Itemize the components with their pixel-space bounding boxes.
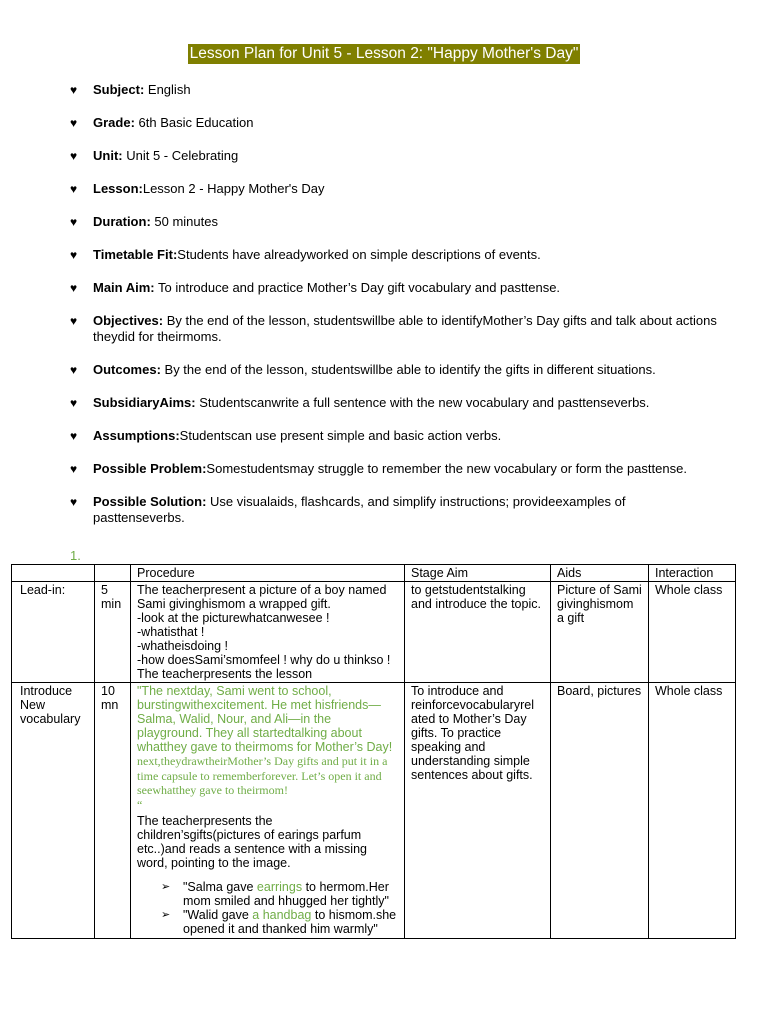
info-label: Objectives:	[93, 313, 164, 328]
info-value: English	[144, 82, 191, 97]
procedure-line: The teacherpresent a picture of a boy named Sami givinghismom a wrapped gift.	[137, 583, 387, 611]
info-item-duration	[70, 214, 720, 230]
heart-icon: ♥	[70, 396, 78, 410]
cell-procedure	[131, 582, 405, 683]
procedure-line: -whatisthat !	[137, 625, 205, 639]
info-value: By the end of the lesson, studentswillbe able to identify the gifts in different situations.	[160, 362, 656, 377]
info-label: SubsidiaryAims:	[93, 395, 196, 410]
example-pre: "Walid gave	[183, 908, 253, 922]
info-value: Lesson 2 - Happy Mother's Day	[142, 181, 325, 196]
heart-icon: ♥	[70, 462, 78, 476]
info-item-subject	[70, 82, 720, 98]
info-label: Possible Solution:	[93, 494, 207, 509]
cell-stage: Introduce New vocabulary	[12, 683, 95, 939]
info-item-grade	[70, 115, 720, 131]
info-value: Students have alreadyworked on simple descriptions of events.	[177, 247, 541, 262]
heart-icon: ♥	[70, 429, 78, 443]
info-item-main-aim	[70, 280, 720, 296]
present-text: The teacherpresents the children’sgifts(pictures of earings parfum etc..)and reads a sentence with a missing word, pointing to the image.	[137, 814, 367, 870]
cell-aids: Board, pictures	[551, 683, 649, 939]
header-procedure: Procedure	[131, 565, 405, 582]
cell-interaction: Whole class	[649, 582, 736, 683]
info-label: Outcomes:	[93, 362, 161, 377]
heart-icon: ♥	[70, 149, 78, 163]
procedure-line: -whatheisdoing !	[137, 639, 229, 653]
info-label: Lesson:	[93, 181, 143, 196]
cell-stage-aim: to getstudentstalking and introduce the topic.	[405, 582, 551, 683]
example-post: to hermom.Her mom smiled and hhugged her tightly"	[183, 880, 389, 908]
info-value: Studentscanwrite a full sentence with the new vocabulary and pasttenseverbs.	[195, 395, 650, 410]
header-stage-aim: Stage Aim	[405, 565, 551, 582]
cell-stage-aim: To introduce and reinforcevocabularyrel ated to Mother’s Day gifts. To practice speaking and understanding simple sentences about gifts.	[405, 683, 551, 939]
cell-time: 10 mn	[95, 683, 131, 939]
info-value: Somestudentsmay struggle to remember the new vocabulary or form the pasttense.	[206, 461, 687, 476]
arrow-bullet-icon: ➢	[161, 881, 171, 893]
cell-procedure	[131, 683, 405, 939]
table-row-lead-in	[12, 582, 736, 683]
info-value: 50 minutes	[150, 214, 218, 229]
info-label: Grade:	[93, 115, 135, 130]
header-aids: Aids	[551, 565, 649, 582]
heart-icon: ♥	[70, 116, 78, 130]
story-text: "The nextday, Sami went to school, burstingwithexcitement. He met hisfriends—Salma, Walid, Nour, and Ali—in the playground. They all startedtalking about whatthey gave to theirmoms for Mother’s Day!	[137, 684, 393, 754]
info-value: 6th Basic Education	[134, 115, 254, 130]
info-item-objectives	[70, 313, 720, 345]
info-value: By the end of the lesson, studentswillbe able to identifyMother’s Day gifts and talk about actions theydid for theirmoms.	[93, 313, 717, 344]
cell-stage: Lead-in:	[12, 582, 95, 683]
heart-icon: ♥	[70, 363, 78, 377]
document-title: Lesson Plan for Unit 5 - Lesson 2: "Happy Mother's Day"	[189, 45, 579, 62]
cell-interaction: Whole class	[649, 683, 736, 939]
heart-icon: ♥	[70, 83, 78, 97]
info-item-lesson	[70, 181, 720, 197]
info-label: Possible Problem:	[93, 461, 207, 476]
info-value: Studentscan use present simple and basic action verbs.	[179, 428, 502, 443]
example-list	[137, 880, 398, 936]
info-value: To introduce and practice Mother’s Day gift vocabulary and pasttense.	[154, 280, 561, 295]
cell-time: 5 min	[95, 582, 131, 683]
info-item-possible-problem	[70, 461, 720, 477]
info-label: Unit:	[93, 148, 123, 163]
info-value: Use visualaids, flashcards, and simplify instructions; provideexamples of pasttenseverbs.	[93, 494, 626, 525]
title-container	[0, 44, 768, 64]
lesson-info-list	[70, 82, 720, 543]
table-row-vocabulary	[12, 683, 736, 939]
arrow-bullet-icon: ➢	[161, 909, 171, 921]
info-label: Duration:	[93, 214, 151, 229]
header-interaction: Interaction	[649, 565, 736, 582]
info-item-outcomes	[70, 362, 720, 378]
info-label: Subject:	[93, 82, 145, 97]
list-number: 1.	[70, 548, 81, 563]
example-word: earrings	[256, 880, 303, 894]
header-stage	[12, 565, 95, 582]
header-time	[95, 565, 131, 582]
info-item-subsidiary-aims	[70, 395, 720, 411]
heart-icon: ♥	[70, 182, 78, 196]
info-item-timetable	[70, 247, 720, 263]
info-label: Main Aim:	[93, 280, 155, 295]
example-pre: "Salma gave	[183, 880, 257, 894]
info-item-assumptions	[70, 428, 720, 444]
info-item-possible-solution	[70, 494, 720, 526]
info-item-unit	[70, 148, 720, 164]
heart-icon: ♥	[70, 215, 78, 229]
procedure-line: The teacherpresents the lesson	[137, 667, 313, 681]
procedure-line: -how doesSami’smomfeel ! why do u thinkso !	[137, 653, 391, 667]
table-header-row	[12, 565, 736, 582]
example-item	[137, 908, 398, 936]
story-text-2: next,theydrawtheirMother’s Day gifts and put it in a time capsule to rememberforever. Let’s open it and seewhatthey gave to theirmom!	[137, 754, 388, 797]
procedure-line: -look at the picturewhatcanwesee !	[137, 611, 330, 625]
heart-icon: ♥	[70, 495, 78, 509]
info-value: Unit 5 - Celebrating	[122, 148, 239, 163]
example-word: a handbag	[252, 908, 312, 922]
heart-icon: ♥	[70, 281, 78, 295]
example-post: to hismom.she opened it and thanked him warmly"	[183, 908, 397, 936]
example-item	[137, 880, 398, 908]
lesson-plan-table	[11, 564, 736, 939]
info-label: Timetable Fit:	[93, 247, 178, 262]
heart-icon: ♥	[70, 314, 78, 328]
heart-icon: ♥	[70, 248, 78, 262]
info-label: Assumptions:	[93, 428, 180, 443]
quote-mark: “	[137, 797, 143, 812]
cell-aids: Picture of Sami givinghismom a gift	[551, 582, 649, 683]
